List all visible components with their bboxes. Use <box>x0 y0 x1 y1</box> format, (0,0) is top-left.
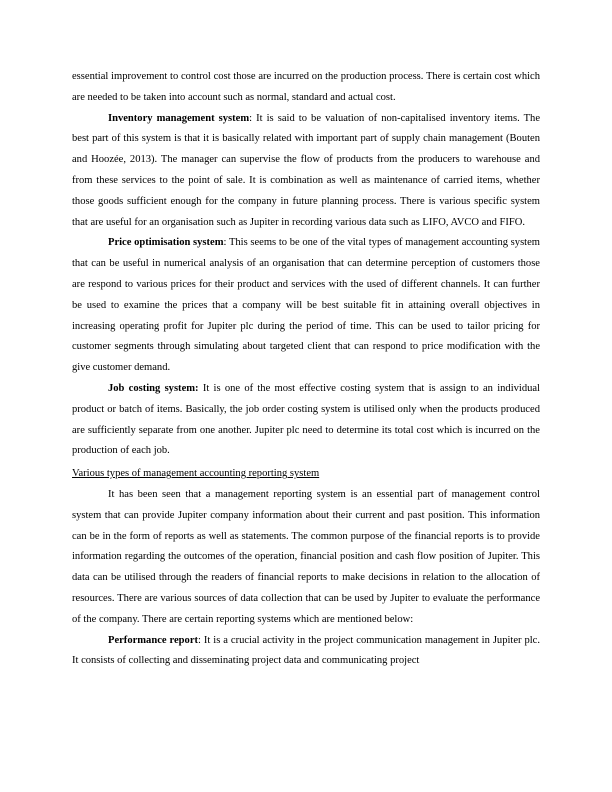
paragraph-cost-intro: essential improvement to control cost those are incurred on the production process. There is certain cost which are needed to be taken into account such as normal, standard and actual cost. <box>72 71 540 103</box>
term-inventory-management: Inventory management system <box>108 112 250 124</box>
paragraph-price-optimisation <box>72 233 540 379</box>
section-heading-reporting-system: Various types of management accounting reporting system <box>72 468 320 480</box>
text-inventory-management: : It is said to be valuation of non-capitalised inventory items. The best part of this system is that it is basically related with important part of supply chain management (Bouten and Hoozée, 2013). The manager can supervise the flow of products from the producers to warehouse and from these services to the point of sale. It is combination as well as maintenance of carried items, whether those goods sufficient enough for the company in future planning process. There is various specific system that are useful for an organisation such as Jupiter in recording various data such as LIFO, AVCO and FIFO. <box>72 112 540 228</box>
paragraph-performance-report <box>72 631 540 673</box>
term-performance-report: Performance report <box>108 634 199 646</box>
document-page <box>72 67 540 672</box>
text-job-costing: It is one of the most effective costing system that is assign to an individual product or batch of items. Basically, the job order costing system is utilised only when the products produced are sufficiently separate from one another. Jupiter plc need to determine its total cost which is incurred on the production of each job. <box>72 382 540 457</box>
text-performance-report: : It is a crucial activity in the project communication management in Jupiter plc. It consists of collecting and disseminating project data and communicating project <box>72 634 540 667</box>
term-job-costing: Job costing system: <box>108 382 199 394</box>
paragraph-reporting-system: It has been seen that a management reporting system is an essential part of management control system that can provide Jupiter company information about their current and past position. This information can be in the form of reports as well as statements. The common purpose of the financial reports is to provide information regarding the outcomes of the operation, financial position and cash flow position of Jupiter. This data can be utilised through the readers of financial reports to make decisions in relation to the allocation of resources. There are various sources of data collection that can be used by Jupiter to evaluate the performance of the company. There are certain reporting systems which are mentioned below: <box>72 488 540 625</box>
paragraph-inventory-management <box>72 109 540 234</box>
term-price-optimisation: Price optimisation system <box>108 237 224 249</box>
paragraph-job-costing <box>72 379 540 462</box>
text-price-optimisation: : This seems to be one of the vital types of management accounting system that can be useful in numerical analysis of an organisation that can determine perception of customers those are respond to various prices for their product and services with the used of different channels. It can further be used to examine the prices that a company will be best suitable fit in attaining overall objectives in increasing operating profit for Jupiter plc during the period of time. This can be used to tailor pricing for customer segments through simulating about targeted client that can respond to price modification with the give customer demand. <box>72 237 540 374</box>
